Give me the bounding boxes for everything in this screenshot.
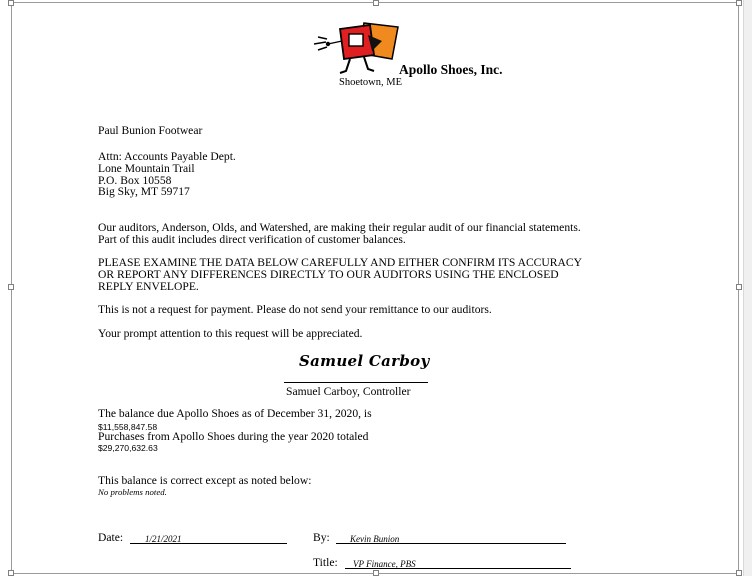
signature-printed-name: Samuel Carboy, Controller	[286, 385, 411, 398]
title-field-value[interactable]: VP Finance, PBS	[353, 559, 416, 569]
company-city: Shoetown, ME	[339, 77, 402, 88]
recipient-attn: Attn: Accounts Payable Dept.	[98, 150, 236, 163]
confirmation-note: No problems noted.	[98, 487, 167, 497]
recipient-pobox: P.O. Box 10558	[98, 174, 172, 187]
recipient-name: Paul Bunion Footwear	[98, 124, 203, 137]
window-edge-strip	[743, 0, 752, 576]
body-paragraph-3: This is not a request for payment. Please do not send your remittance to our auditors.	[98, 303, 492, 316]
body-paragraph-1-line-2: Part of this audit includes direct verification of customer balances.	[98, 233, 406, 246]
body-paragraph-2-line-1: PLEASE EXAMINE THE DATA BELOW CAREFULLY AND EITHER CONFIRM ITS ACCURACY	[98, 256, 583, 269]
date-field-value[interactable]: 1/21/2021	[145, 534, 182, 544]
resize-handle-top-left[interactable]	[8, 0, 14, 6]
by-label: By:	[313, 531, 330, 544]
resize-handle-bottom-right[interactable]	[736, 570, 742, 576]
purchases-value: $29,270,632.63	[98, 443, 158, 453]
by-field-value[interactable]: Kevin Bunion	[350, 534, 400, 544]
recipient-city: Big Sky, MT 59717	[98, 185, 190, 198]
body-paragraph-4: Your prompt attention to this request will be appreciated.	[98, 327, 363, 340]
signature-line	[284, 382, 428, 383]
recipient-street: Lone Mountain Trail	[98, 162, 195, 175]
resize-handle-middle-left[interactable]	[8, 284, 14, 290]
balance-value: $11,558,847.58	[98, 422, 158, 432]
apollo-shoe-logo-icon	[312, 17, 404, 77]
company-name: Apollo Shoes, Inc.	[399, 62, 503, 77]
resize-handle-top-right[interactable]	[736, 0, 742, 6]
resize-handle-top-center[interactable]	[373, 0, 379, 6]
date-label: Date:	[98, 531, 124, 544]
resize-handle-bottom-left[interactable]	[8, 570, 14, 576]
confirmation-statement: This balance is correct except as noted below:	[98, 474, 312, 487]
body-paragraph-1-line-1: Our auditors, Anderson, Olds, and Watershed, are making their regular audit of our financial statements.	[98, 221, 581, 234]
balance-label: The balance due Apollo Shoes as of December 31, 2020, is	[98, 407, 372, 420]
purchases-label: Purchases from Apollo Shoes during the year 2020 totaled	[98, 430, 369, 443]
body-paragraph-2-line-2: OR REPORT ANY DIFFERENCES DIRECTLY TO OUR AUDITORS USING THE ENCLOSED	[98, 268, 559, 281]
body-paragraph-2-line-3: REPLY ENVELOPE.	[98, 280, 199, 293]
signature-script: Samuel Carboy	[299, 352, 430, 370]
resize-handle-bottom-center[interactable]	[373, 570, 379, 576]
title-label: Title:	[313, 556, 338, 569]
resize-handle-middle-right[interactable]	[736, 284, 742, 290]
